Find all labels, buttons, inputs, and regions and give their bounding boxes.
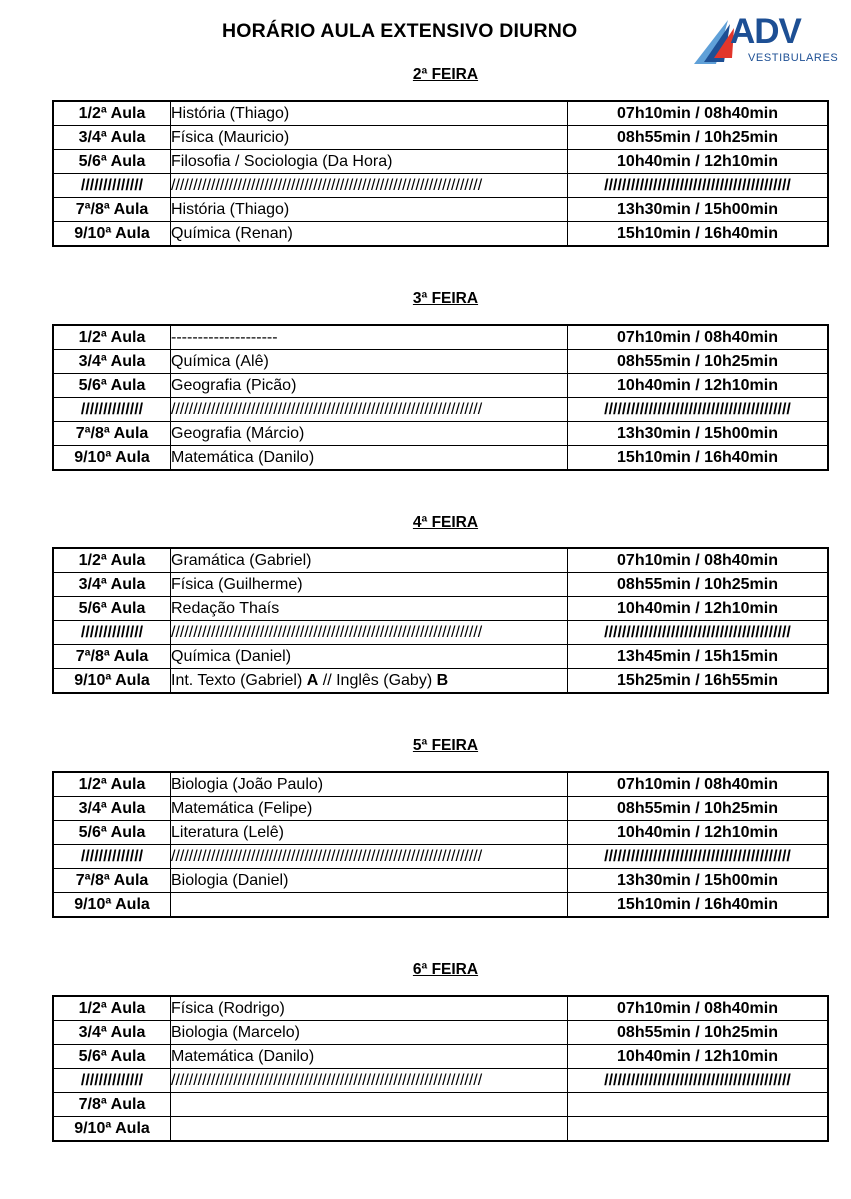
table-row bbox=[53, 669, 828, 694]
horario-cell: 08h55min / 10h25min bbox=[568, 573, 829, 597]
separator-cell: ////////////////////////////////////////// bbox=[568, 621, 829, 645]
day-heading-segunda: 2ª FEIRA bbox=[412, 66, 479, 83]
table-row bbox=[53, 1117, 828, 1142]
table-row bbox=[53, 645, 828, 669]
day-heading-quinta: 5ª FEIRA bbox=[412, 737, 479, 754]
table-row bbox=[53, 150, 828, 174]
table-row bbox=[53, 126, 828, 150]
table-row bbox=[53, 548, 828, 573]
aula-cell: 5/6ª Aula bbox=[53, 821, 171, 845]
aula-cell: 3/4ª Aula bbox=[53, 1021, 171, 1045]
aula-cell: 1/2ª Aula bbox=[53, 325, 171, 350]
separator-row bbox=[53, 398, 828, 422]
page-title: HORÁRIO AULA EXTENSIVO DIURNO bbox=[222, 20, 578, 42]
horario-cell bbox=[568, 1093, 829, 1117]
separator-cell: ////////////////////////////////////////// bbox=[568, 845, 829, 869]
horario-cell: 07h10min / 08h40min bbox=[568, 548, 829, 573]
disciplina-cell: Redação Thaís bbox=[171, 597, 568, 621]
disciplina-cell: Física (Guilherme) bbox=[171, 573, 568, 597]
aula-cell: 5/6ª Aula bbox=[53, 150, 171, 174]
aula-cell: 9/10ª Aula bbox=[53, 1117, 171, 1142]
aula-cell: 7/8ª Aula bbox=[53, 1093, 171, 1117]
disciplina-cell bbox=[171, 1093, 568, 1117]
separator-cell: ////////////// bbox=[53, 621, 171, 645]
logo-text: ADV bbox=[730, 12, 801, 51]
table-row bbox=[53, 573, 828, 597]
table-row bbox=[53, 772, 828, 797]
separator-cell: ////////////////////////////////////////// bbox=[568, 398, 829, 422]
aula-cell: 1/2ª Aula bbox=[53, 772, 171, 797]
separator-cell: ////////////// bbox=[53, 845, 171, 869]
table-row bbox=[53, 996, 828, 1021]
horario-cell: 07h10min / 08h40min bbox=[568, 325, 829, 350]
day-heading-quarta: 4ª FEIRA bbox=[412, 514, 479, 531]
aula-cell: 1/2ª Aula bbox=[53, 996, 171, 1021]
day-heading-sexta: 6ª FEIRA bbox=[412, 961, 479, 978]
table-row bbox=[53, 1045, 828, 1069]
adv-logo bbox=[690, 12, 839, 70]
aula-cell: 1/2ª Aula bbox=[53, 548, 171, 573]
disciplina-cell: -------------------- bbox=[171, 325, 568, 350]
disciplina-cell bbox=[171, 893, 568, 918]
disciplina-cell: Geografia (Márcio) bbox=[171, 422, 568, 446]
aula-cell: 9/10ª Aula bbox=[53, 222, 171, 247]
aula-cell: 9/10ª Aula bbox=[53, 669, 171, 694]
horario-cell: 15h10min / 16h40min bbox=[568, 893, 829, 918]
horario-cell: 07h10min / 08h40min bbox=[568, 996, 829, 1021]
table-row bbox=[53, 821, 828, 845]
horario-cell: 15h10min / 16h40min bbox=[568, 222, 829, 247]
table-row bbox=[53, 350, 828, 374]
horario-cell: 10h40min / 12h10min bbox=[568, 821, 829, 845]
table-row bbox=[53, 1021, 828, 1045]
horario-cell: 08h55min / 10h25min bbox=[568, 350, 829, 374]
disciplina-cell: Química (Renan) bbox=[171, 222, 568, 247]
aula-cell: 9/10ª Aula bbox=[53, 446, 171, 471]
disciplina-cell: História (Thiago) bbox=[171, 198, 568, 222]
separator-cell: ////////////// bbox=[53, 174, 171, 198]
separator-cell: ////////////////////////////////////////// bbox=[568, 174, 829, 198]
disciplina-cell bbox=[171, 669, 568, 694]
disciplina-cell: Matemática (Danilo) bbox=[171, 1045, 568, 1069]
horario-cell: 13h30min / 15h00min bbox=[568, 422, 829, 446]
disciplina-text: Int. Texto (Gabriel) bbox=[171, 672, 307, 689]
horario-cell: 08h55min / 10h25min bbox=[568, 797, 829, 821]
schedule-table-sexta bbox=[52, 995, 829, 1142]
separator-row bbox=[53, 174, 828, 198]
horario-cell: 07h10min / 08h40min bbox=[568, 101, 829, 126]
disciplina-cell: Matemática (Felipe) bbox=[171, 797, 568, 821]
separator-cell: ////////////////////////////////////////////////////////////////////// bbox=[171, 398, 568, 422]
aula-cell: 7ª/8ª Aula bbox=[53, 422, 171, 446]
separator-row bbox=[53, 845, 828, 869]
horario-cell: 15h10min / 16h40min bbox=[568, 446, 829, 471]
day-heading-terca: 3ª FEIRA bbox=[412, 290, 479, 307]
aula-cell: 1/2ª Aula bbox=[53, 101, 171, 126]
horario-cell: 08h55min / 10h25min bbox=[568, 126, 829, 150]
disciplina-text: // Inglês (Gaby) bbox=[318, 672, 437, 689]
table-row bbox=[53, 222, 828, 247]
horario-cell: 13h30min / 15h00min bbox=[568, 198, 829, 222]
aula-cell: 5/6ª Aula bbox=[53, 1045, 171, 1069]
horario-cell: 10h40min / 12h10min bbox=[568, 374, 829, 398]
horario-cell bbox=[568, 1117, 829, 1142]
separator-cell: ////////////////////////////////////////// bbox=[568, 1069, 829, 1093]
separator-row bbox=[53, 1069, 828, 1093]
schedule-table-quarta bbox=[52, 547, 829, 694]
disciplina-cell: Matemática (Danilo) bbox=[171, 446, 568, 471]
aula-cell: 3/4ª Aula bbox=[53, 350, 171, 374]
horario-cell: 10h40min / 12h10min bbox=[568, 1045, 829, 1069]
disciplina-cell: Química (Alê) bbox=[171, 350, 568, 374]
aula-cell: 5/6ª Aula bbox=[53, 597, 171, 621]
table-row bbox=[53, 446, 828, 471]
separator-cell: ////////////// bbox=[53, 1069, 171, 1093]
table-row bbox=[53, 101, 828, 126]
aula-cell: 3/4ª Aula bbox=[53, 797, 171, 821]
logo-subtext: VESTIBULARES bbox=[748, 52, 839, 64]
horario-cell: 07h10min / 08h40min bbox=[568, 772, 829, 797]
table-row bbox=[53, 198, 828, 222]
separator-row bbox=[53, 621, 828, 645]
separator-cell: ////////////////////////////////////////////////////////////////////// bbox=[171, 1069, 568, 1093]
aula-cell: 5/6ª Aula bbox=[53, 374, 171, 398]
disciplina-cell: Gramática (Gabriel) bbox=[171, 548, 568, 573]
separator-cell: ////////////////////////////////////////////////////////////////////// bbox=[171, 174, 568, 198]
schedule-table-quinta bbox=[52, 771, 829, 918]
table-row bbox=[53, 893, 828, 918]
table-row bbox=[53, 374, 828, 398]
disciplina-cell: Física (Rodrigo) bbox=[171, 996, 568, 1021]
separator-cell: ////////////////////////////////////////////////////////////////////// bbox=[171, 845, 568, 869]
disciplina-cell: Filosofia / Sociologia (Da Hora) bbox=[171, 150, 568, 174]
disciplina-cell: Biologia (Marcelo) bbox=[171, 1021, 568, 1045]
schedule-table-terca bbox=[52, 324, 829, 471]
disciplina-cell: Geografia (Picão) bbox=[171, 374, 568, 398]
disciplina-cell: História (Thiago) bbox=[171, 101, 568, 126]
disciplina-cell: Biologia (Daniel) bbox=[171, 869, 568, 893]
horario-cell: 10h40min / 12h10min bbox=[568, 150, 829, 174]
disciplina-cell: Química (Daniel) bbox=[171, 645, 568, 669]
aula-cell: 3/4ª Aula bbox=[53, 126, 171, 150]
horario-cell: 10h40min / 12h10min bbox=[568, 597, 829, 621]
aula-cell: 7ª/8ª Aula bbox=[53, 198, 171, 222]
horario-cell: 08h55min / 10h25min bbox=[568, 1021, 829, 1045]
disciplina-cell: Biologia (João Paulo) bbox=[171, 772, 568, 797]
group-a-label: A bbox=[306, 672, 319, 689]
horario-cell: 13h45min / 15h15min bbox=[568, 645, 829, 669]
schedule-table-segunda bbox=[52, 100, 829, 247]
table-row bbox=[53, 422, 828, 446]
table-row bbox=[53, 869, 828, 893]
disciplina-cell: Literatura (Lelê) bbox=[171, 821, 568, 845]
table-row bbox=[53, 797, 828, 821]
aula-cell: 7ª/8ª Aula bbox=[53, 645, 171, 669]
aula-cell: 3/4ª Aula bbox=[53, 573, 171, 597]
table-row bbox=[53, 597, 828, 621]
table-row bbox=[53, 1093, 828, 1117]
horario-cell: 15h25min / 16h55min bbox=[568, 669, 829, 694]
separator-cell: ////////////////////////////////////////////////////////////////////// bbox=[171, 621, 568, 645]
disciplina-cell bbox=[171, 1117, 568, 1142]
table-row bbox=[53, 325, 828, 350]
separator-cell: ////////////// bbox=[53, 398, 171, 422]
aula-cell: 9/10ª Aula bbox=[53, 893, 171, 918]
aula-cell: 7ª/8ª Aula bbox=[53, 869, 171, 893]
horario-cell: 13h30min / 15h00min bbox=[568, 869, 829, 893]
group-b-label: B bbox=[436, 672, 449, 689]
disciplina-cell: Física (Mauricio) bbox=[171, 126, 568, 150]
